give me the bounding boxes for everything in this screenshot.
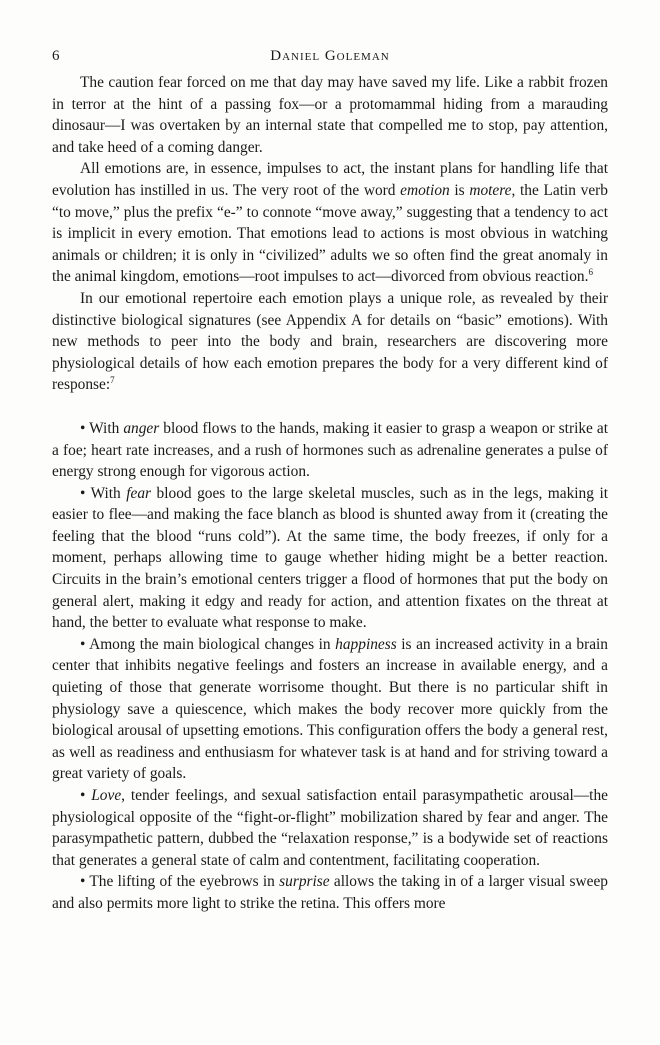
italic-term: emotion: [400, 181, 450, 199]
paragraph-text: The caution fear forced on me that day may have saved my life. Like a rabbit frozen in terror at the hint of a passing fox—or a protomammal hiding from a marauding dinosaur—I was overtaken by an internal state that compelled me to stop, pay attention, and take heed of a coming danger.: [52, 74, 608, 156]
paragraph: [52, 72, 608, 158]
bullet-paragraph: [52, 418, 608, 483]
footnote-ref[interactable]: 7: [110, 375, 115, 386]
section-gap: [52, 396, 608, 418]
italic-term: motere: [469, 181, 512, 199]
paragraph-text: is an increased activity in a brain center that inhibits negative feelings and fosters an increase in available energy, and a quieting of those that generate worrisome thought. But there is no particular shift in physiology save a quiescence, which makes the body recover more quickly from the biological arousal of upsetting emotions. This configuration offers the body a general rest, as well as readiness and enthusiasm for whatever task is at hand and for striving toward a great variety of goals.: [52, 635, 608, 783]
italic-term: happiness: [335, 635, 397, 653]
paragraph-text: blood goes to the large skeletal muscles, such as in the legs, making it easier to flee—and making the face blanch as blood is shunted away from it (creating the feeling that the blood “runs cold”). At the same time, the body freezes, if only for a moment, perhaps allowing time to gauge whether hiding might be a better reaction. Circuits in the brain’s emotional centers trigger a flood of hormones that put the body on general alert, making it edgy and ready for action, and attention fixates on the threat at hand, the better to evaluate what response to make.: [52, 484, 608, 632]
paragraph-text: In our emotional repertoire each emotion plays a unique role, as revealed by their distinctive biological signatures (see Appendix A for details on “basic” emotions). With new methods to peer into the body and brain, researchers are discovering more physiological details of how each emotion prepares the body for a very different kind of response:: [52, 289, 608, 394]
italic-term: anger: [123, 419, 160, 437]
italic-term: fear: [126, 484, 152, 502]
paragraph-text: • With: [80, 419, 124, 437]
paragraph-text: •: [80, 787, 92, 804]
italic-term: Love: [91, 787, 122, 804]
paragraph-text: is: [449, 181, 470, 199]
italic-term: surprise: [279, 873, 330, 891]
paragraph-text: • With: [80, 484, 127, 502]
paragraph-text: • The lifting of the eyebrows in: [80, 873, 280, 891]
page-header: [52, 44, 608, 68]
paragraph-text: All emotions are, in essence, impulses to act, the instant plans for handling life that evolution has instilled in us. The very root of the word: [52, 160, 608, 199]
running-head: Daniel Goleman: [270, 48, 390, 64]
paragraph-text: , tender feelings, and sexual satisfaction entail parasympathetic arousal—the physiological opposite of the “fight-or-flight” mobilization shared by fear and anger. The parasympathetic pattern, dubbed the “relaxation response,” is a bodywide set of reactions that generates a general state of calm and contentment, facilitating cooperation.: [52, 787, 608, 869]
bullet-paragraph: [52, 871, 608, 914]
bullet-paragraph: [52, 483, 608, 634]
paragraph-text: allows the taking in of a larger visual sweep and also permits more light to strike the retina. This offers more: [52, 873, 608, 912]
paragraph-text: , the Latin verb “to move,” plus the prefix “e-” to connote “move away,” suggesting that a tendency to act is implicit in every emotion. That emotions lead to actions is most obvious in watching animals or children; it is only in “civilized” adults we so often find the great anomaly in the animal kingdom, emotions—root impulses to act—divorced from obvious reaction.: [52, 181, 608, 286]
paragraph: [52, 158, 608, 288]
bullet-paragraph: [52, 785, 608, 871]
bullet-paragraph: [52, 634, 608, 785]
paragraph: [52, 288, 608, 396]
body-text: [52, 72, 608, 915]
paragraph-text: • Among the main biological changes in: [80, 635, 336, 653]
footnote-ref[interactable]: 6: [588, 267, 593, 278]
paragraph-text: blood flows to the hands, making it easier to grasp a weapon or strike at a foe; heart rate increases, and a rush of hormones such as adrenaline generates a pulse of energy strong enough for vigorous action.: [52, 419, 608, 481]
page-number: 6: [52, 48, 60, 64]
